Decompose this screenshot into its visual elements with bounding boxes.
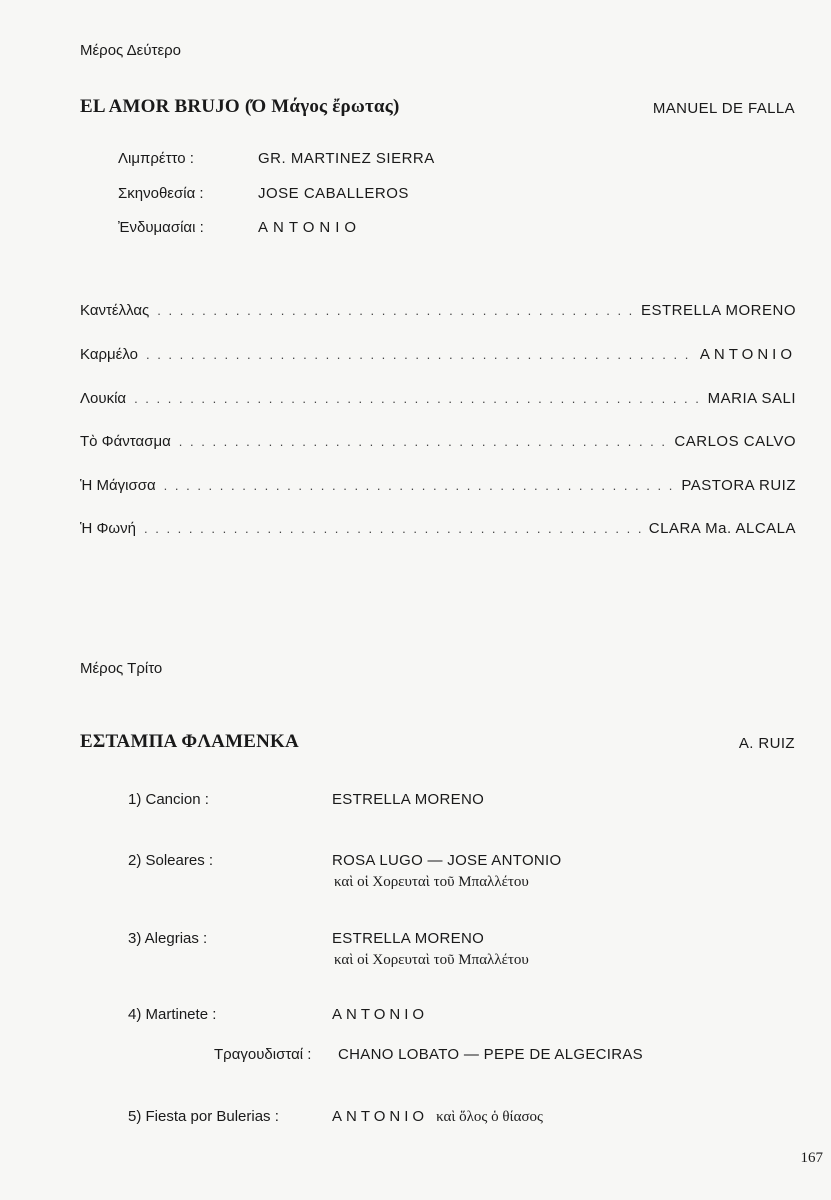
- part-two-composer: MANUEL DE FALLA: [652, 100, 795, 117]
- credit-value-libretto: GR. MARTINEZ SIERRA: [258, 150, 435, 167]
- credit-value-costumes: ANTONIO: [258, 219, 362, 236]
- cast-actor: CARLOS CALVO: [674, 433, 796, 450]
- cast-row: [80, 520, 796, 537]
- number-performer: ESTRELLA MORENO: [332, 930, 485, 947]
- cast-row: [80, 433, 796, 450]
- number-label: 5) Fiesta por Bulerias :: [128, 1108, 279, 1125]
- part-three-heading: Μέρος Τρίτο: [80, 660, 163, 677]
- cast-role: Λουκία: [80, 390, 127, 407]
- number-performer-group: [332, 1106, 543, 1128]
- dot-leader: [134, 391, 700, 406]
- page-number: 167: [800, 1150, 823, 1166]
- dot-leader: [179, 434, 667, 449]
- part-two-title: EL AMOR BRUJO (Ό Μάγος ἔρωτας): [80, 96, 400, 117]
- cast-row: [80, 477, 796, 494]
- cast-role: Καρμέλο: [80, 346, 138, 363]
- cast-row: [80, 390, 796, 407]
- number-label: 4) Martinete :: [128, 1006, 217, 1023]
- cast-actor: ANTONIO: [699, 346, 796, 363]
- cast-row: [80, 346, 796, 363]
- credit-label-direction: Σκηνοθεσία :: [118, 185, 204, 202]
- dot-leader: [146, 347, 692, 362]
- cast-actor: MARIA SALI: [707, 390, 796, 407]
- part-two-heading: Μέρος Δεύτερο: [80, 42, 182, 59]
- cast-role: Ἡ Φωνή: [80, 520, 136, 537]
- number-performer: ESTRELLA MORENO: [332, 791, 485, 808]
- singers-value: CHANO LOBATO — PEPE DE ALGECIRAS: [338, 1046, 643, 1063]
- dot-leader: [164, 478, 674, 493]
- number-performer: ANTONIO: [332, 1108, 429, 1125]
- cast-row: [80, 302, 796, 319]
- part-three-title: ΕΣΤΑΜΠΑ ΦΛΑΜΕΝΚΑ: [80, 731, 299, 752]
- dot-leader: [157, 303, 633, 318]
- number-performer-extra: καὶ ὅλος ὁ θίασος: [436, 1109, 543, 1125]
- dot-leader: [144, 521, 641, 536]
- number-performer-extra: καὶ οἱ Χορευταὶ τοῦ Μπαλλέτου: [334, 874, 529, 890]
- credit-label-libretto: Λιμπρέττο :: [118, 150, 194, 167]
- part-three-composer: A. RUIZ: [738, 735, 795, 752]
- cast-role: Τὸ Φάντασμα: [80, 433, 171, 450]
- number-label: 1) Cancion :: [128, 791, 209, 808]
- number-performer-extra: καὶ οἱ Χορευταὶ τοῦ Μπαλλέτου: [334, 952, 529, 968]
- cast-role: Ἡ Μάγισσα: [80, 477, 156, 494]
- number-performer: ROSA LUGO — JOSE ANTONIO: [332, 852, 562, 869]
- credit-value-direction: JOSE CABALLEROS: [258, 185, 409, 202]
- cast-actor: ESTRELLA MORENO: [640, 302, 796, 319]
- number-performer: ANTONIO: [332, 1006, 429, 1023]
- credit-label-costumes: Ἐνδυμασίαι :: [118, 219, 204, 236]
- cast-actor: PASTORA RUIZ: [681, 477, 796, 494]
- number-label: 3) Alegrias :: [128, 930, 208, 947]
- number-label: 2) Soleares :: [128, 852, 214, 869]
- cast-role: Καντέλλας: [80, 302, 150, 319]
- cast-actor: CLARA Ma. ALCALA: [648, 520, 796, 537]
- singers-label: Τραγουδισταί :: [214, 1046, 312, 1063]
